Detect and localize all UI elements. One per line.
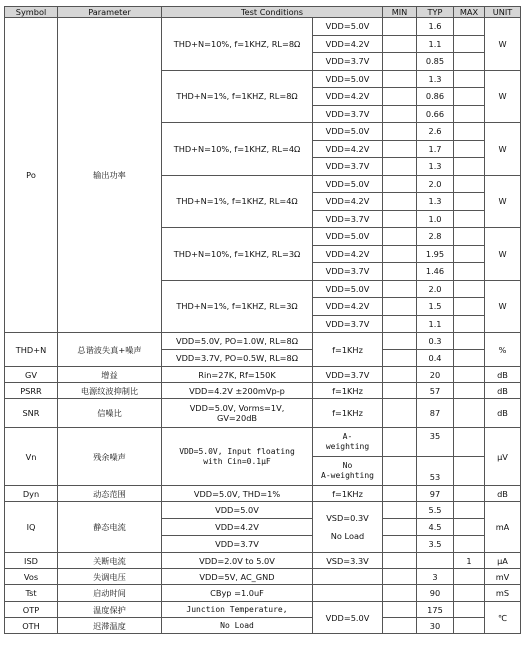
po-max-empty	[454, 298, 485, 316]
vn-sub-condition-1	[313, 428, 383, 457]
snr-condition-line-2: GV=20dB	[216, 413, 258, 423]
table-row	[5, 333, 521, 350]
isd-sub-condition: VSD=3.3V	[313, 553, 383, 569]
oth-typ: 30	[417, 618, 454, 634]
po-supply-voltage: VDD=4.2V	[313, 140, 383, 158]
header-symbol: Symbol	[5, 7, 58, 18]
po-unit-5: W	[485, 228, 521, 281]
isd-condition: VDD=2.0V to 5.0V	[162, 553, 313, 569]
po-max-empty	[454, 193, 485, 211]
vn-condition-line-2: with Cin=0.1μF	[203, 456, 271, 466]
po-max-empty	[454, 105, 485, 123]
snr-condition-line-1: VDD=5.0V, Vorms=1V,	[189, 403, 285, 413]
vos-parameter: 失调电压	[58, 569, 162, 585]
thdn-condition-1: VDD=5.0V, PO=1.0W, RL=8Ω	[162, 333, 313, 350]
thdn-unit: %	[485, 333, 521, 367]
vos-symbol: Vos	[5, 569, 58, 585]
header-row	[5, 7, 521, 18]
snr-symbol: SNR	[5, 399, 58, 428]
temperature-unit: ℃	[485, 602, 521, 634]
po-min-empty	[383, 175, 417, 193]
isd-parameter: 关断电流	[58, 553, 162, 569]
po-condition-1: THD+N=10%, f=1KHZ, RL=8Ω	[162, 18, 313, 71]
tst-symbol: Tst	[5, 585, 58, 602]
po-max-empty	[454, 263, 485, 281]
po-condition-3: THD+N=10%, f=1KHZ, RL=4Ω	[162, 123, 313, 176]
thdn-typ-2: 0.4	[417, 350, 454, 367]
po-min-empty	[383, 70, 417, 88]
snr-condition	[162, 399, 313, 428]
isd-max: 1	[454, 553, 485, 569]
po-supply-voltage: VDD=3.7V	[313, 263, 383, 281]
other-parameters	[5, 333, 521, 634]
dyn-unit: dB	[485, 486, 521, 502]
isd-unit: μA	[485, 553, 521, 569]
po-supply-voltage: VDD=4.2V	[313, 88, 383, 106]
po-unit-6: W	[485, 280, 521, 333]
po-max-empty	[454, 35, 485, 53]
vn-sub-condition-2-line-2: A-weighting	[321, 471, 374, 480]
po-condition-5: THD+N=10%, f=1KHZ, RL=3Ω	[162, 228, 313, 281]
gv-typ: 20	[417, 367, 454, 383]
po-unit-2: W	[485, 70, 521, 123]
table-row	[5, 367, 521, 383]
po-min-empty	[383, 53, 417, 71]
thdn-typ-1: 0.3	[417, 333, 454, 350]
psrr-condition: VDD=4.2V ±200mVp-p	[162, 383, 313, 399]
po-min-empty	[383, 123, 417, 141]
vn-parameter: 残余噪声	[58, 428, 162, 486]
po-supply-voltage: VDD=5.0V	[313, 175, 383, 193]
po-typ-value: 0.86	[417, 88, 454, 106]
header-max: MAX	[454, 7, 485, 18]
po-min-empty	[383, 210, 417, 228]
po-supply-voltage: VDD=4.2V	[313, 193, 383, 211]
po-typ-value: 2.0	[417, 280, 454, 298]
table-row	[5, 18, 521, 36]
vn-sub-condition-1-line-2: weighting	[325, 442, 370, 451]
po-supply-voltage: VDD=5.0V	[313, 70, 383, 88]
po-symbol: Po	[5, 18, 58, 333]
table-row	[5, 585, 521, 602]
vn-sub-condition-2	[313, 457, 383, 486]
iq-sub-condition-line-1: VSD=0.3V	[326, 513, 369, 523]
po-supply-voltage: VDD=5.0V	[313, 18, 383, 36]
tst-typ: 90	[417, 585, 454, 602]
po-min-empty	[383, 158, 417, 176]
header-min: MIN	[383, 7, 417, 18]
po-typ-value: 1.0	[417, 210, 454, 228]
po-min-empty	[383, 263, 417, 281]
dyn-condition: VDD=5.0V, THD=1%	[162, 486, 313, 502]
header-typ: TYP	[417, 7, 454, 18]
po-max-empty	[454, 53, 485, 71]
snr-unit: dB	[485, 399, 521, 428]
vn-symbol: Vn	[5, 428, 58, 486]
po-typ-value: 1.3	[417, 193, 454, 211]
vn-condition-line-1: VDD=5.0V, Input floating	[179, 446, 295, 456]
iq-condition-1: VDD=5.0V	[162, 502, 313, 519]
po-typ-value: 0.85	[417, 53, 454, 71]
po-max-empty	[454, 245, 485, 263]
iq-typ-1: 5.5	[417, 502, 454, 519]
po-typ-value: 0.66	[417, 105, 454, 123]
thdn-condition-2: VDD=3.7V, PO=0.5W, RL=8Ω	[162, 350, 313, 367]
iq-symbol: IQ	[5, 502, 58, 553]
oth-condition: No Load	[162, 618, 313, 634]
iq-parameter: 静态电流	[58, 502, 162, 553]
po-max-empty	[454, 228, 485, 246]
po-supply-voltage: VDD=5.0V	[313, 228, 383, 246]
po-typ-value: 1.7	[417, 140, 454, 158]
otp-symbol: OTP	[5, 602, 58, 618]
iq-sub-condition	[313, 502, 383, 553]
vn-typ-2: 53	[417, 457, 454, 486]
po-typ-value: 1.3	[417, 70, 454, 88]
po-typ-value: 2.6	[417, 123, 454, 141]
po-typ-value: 1.1	[417, 35, 454, 53]
table-row	[5, 602, 521, 618]
iq-unit: mA	[485, 502, 521, 553]
gv-symbol: GV	[5, 367, 58, 383]
thdn-symbol: THD+N	[5, 333, 58, 367]
electrical-characteristics-table	[4, 6, 521, 634]
vn-typ-1: 35	[417, 428, 454, 457]
po-max-empty	[454, 123, 485, 141]
vn-condition	[162, 428, 313, 486]
po-min-empty	[383, 105, 417, 123]
thdn-parameter: 总谐波失真+噪声	[58, 333, 162, 367]
psrr-typ: 57	[417, 383, 454, 399]
table-row	[5, 569, 521, 585]
po-min-empty	[383, 298, 417, 316]
otp-condition: Junction Temperature,	[162, 602, 313, 618]
po-typ-value: 1.46	[417, 263, 454, 281]
po-min-empty	[383, 228, 417, 246]
vos-condition: VDD=5V, AC_GND	[162, 569, 313, 585]
po-typ-value: 1.5	[417, 298, 454, 316]
iq-condition-2: VDD=4.2V	[162, 519, 313, 536]
po-parameter: 输出功率	[58, 18, 162, 333]
oth-parameter: 迟滞温度	[58, 618, 162, 634]
po-max-empty	[454, 315, 485, 333]
header-unit: UNIT	[485, 7, 521, 18]
po-typ-value: 1.95	[417, 245, 454, 263]
vn-sub-condition-2-line-1: No	[342, 461, 353, 470]
tst-unit: mS	[485, 585, 521, 602]
po-condition-2: THD+N=1%, f=1KHZ, RL=8Ω	[162, 70, 313, 123]
iq-sub-condition-line-2: No Load	[330, 531, 365, 541]
vn-sub-condition-1-line-1: A-	[342, 432, 353, 441]
po-unit-4: W	[485, 175, 521, 228]
po-unit-1: W	[485, 18, 521, 71]
vos-unit: mV	[485, 569, 521, 585]
table-row	[5, 399, 521, 428]
iq-typ-2: 4.5	[417, 519, 454, 536]
psrr-parameter: 电源纹波抑制比	[58, 383, 162, 399]
po-typ-value: 1.1	[417, 315, 454, 333]
po-max-empty	[454, 18, 485, 36]
po-supply-voltage: VDD=4.2V	[313, 245, 383, 263]
snr-parameter: 信噪比	[58, 399, 162, 428]
tst-condition: CByp =1.0uF	[162, 585, 313, 602]
po-max-empty	[454, 140, 485, 158]
po-max-empty	[454, 280, 485, 298]
po-supply-voltage: VDD=3.7V	[313, 105, 383, 123]
po-min-empty	[383, 88, 417, 106]
dyn-sub-condition: f=1KHz	[313, 486, 383, 502]
dyn-symbol: Dyn	[5, 486, 58, 502]
po-unit-3: W	[485, 123, 521, 176]
vos-typ: 3	[417, 569, 454, 585]
psrr-sub-condition: f=1KHz	[313, 383, 383, 399]
table-row	[5, 383, 521, 399]
header-test-conditions: Test Conditions	[162, 7, 383, 18]
table-row	[5, 428, 521, 457]
po-max-empty	[454, 70, 485, 88]
po-max-empty	[454, 210, 485, 228]
po-supply-voltage: VDD=3.7V	[313, 53, 383, 71]
gv-sub-condition: VDD=3.7V	[313, 367, 383, 383]
electrical-characteristics-sheet	[4, 6, 520, 634]
po-supply-voltage: VDD=5.0V	[313, 123, 383, 141]
oth-symbol: OTH	[5, 618, 58, 634]
po-min-empty	[383, 193, 417, 211]
gv-parameter: 增益	[58, 367, 162, 383]
table-row	[5, 502, 521, 519]
po-min-empty	[383, 18, 417, 36]
table-row	[5, 618, 521, 634]
po-typ-value: 1.3	[417, 158, 454, 176]
otp-sub-condition: VDD=5.0V	[313, 602, 383, 634]
table-row	[5, 553, 521, 569]
otp-typ: 175	[417, 602, 454, 618]
po-min-empty	[383, 315, 417, 333]
po-supply-voltage: VDD=3.7V	[313, 210, 383, 228]
gv-unit: dB	[485, 367, 521, 383]
table-row	[5, 486, 521, 502]
po-typ-value: 2.8	[417, 228, 454, 246]
header-parameter: Parameter	[58, 7, 162, 18]
dyn-parameter: 动态范围	[58, 486, 162, 502]
tst-parameter: 启动时间	[58, 585, 162, 602]
snr-sub-condition: f=1KHz	[313, 399, 383, 428]
po-supply-voltage: VDD=5.0V	[313, 280, 383, 298]
po-typ-value: 2.0	[417, 175, 454, 193]
psrr-unit: dB	[485, 383, 521, 399]
po-min-empty	[383, 245, 417, 263]
po-supply-voltage: VDD=4.2V	[313, 35, 383, 53]
iq-condition-3: VDD=3.7V	[162, 536, 313, 553]
gv-condition: Rin=27K, Rf=150K	[162, 367, 313, 383]
po-max-empty	[454, 175, 485, 193]
po-min-empty	[383, 140, 417, 158]
po-condition-4: THD+N=1%, f=1KHZ, RL=4Ω	[162, 175, 313, 228]
po-typ-value: 1.6	[417, 18, 454, 36]
po-min-empty	[383, 280, 417, 298]
psrr-symbol: PSRR	[5, 383, 58, 399]
po-condition-6: THD+N=1%, f=1KHZ, RL=3Ω	[162, 280, 313, 333]
iq-typ-3: 3.5	[417, 536, 454, 553]
po-min-empty	[383, 35, 417, 53]
isd-symbol: ISD	[5, 553, 58, 569]
thdn-frequency: f=1KHz	[313, 333, 383, 367]
po-section	[5, 18, 521, 333]
vn-unit: μV	[485, 428, 521, 486]
otp-parameter: 温度保护	[58, 602, 162, 618]
po-max-empty	[454, 88, 485, 106]
po-supply-voltage: VDD=3.7V	[313, 158, 383, 176]
po-supply-voltage: VDD=3.7V	[313, 315, 383, 333]
po-max-empty	[454, 158, 485, 176]
po-supply-voltage: VDD=4.2V	[313, 298, 383, 316]
snr-typ: 87	[417, 399, 454, 428]
dyn-typ: 97	[417, 486, 454, 502]
